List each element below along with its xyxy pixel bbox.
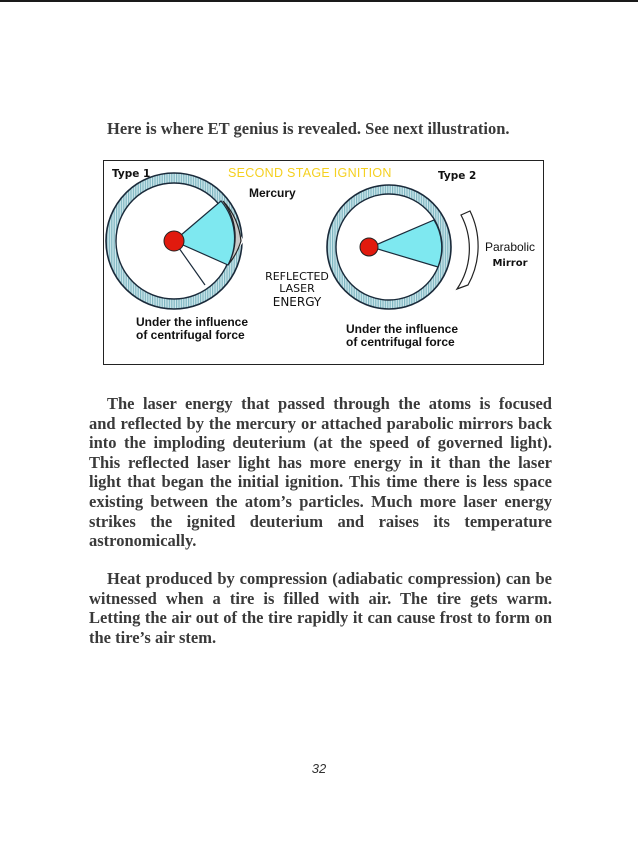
- parabolic-label-line1: Parabolic: [484, 240, 536, 254]
- type1-vessel: [106, 173, 244, 309]
- paragraph-line: astronomically.: [89, 531, 197, 551]
- intro-sentence: Here is where ET genius is revealed. See next illustration.: [107, 119, 510, 138]
- parabolic-mirror: [457, 211, 478, 289]
- caption-right-line2: of centrifugal force: [346, 335, 455, 349]
- paragraph-line: light that began the initial ignition. This time there is less space: [89, 472, 552, 492]
- parabolic-label-line2: Mirror: [492, 258, 528, 269]
- paragraph-adiabatic-compression: [89, 569, 552, 647]
- paragraph-line: The laser energy that passed through the atoms is focused: [107, 394, 552, 413]
- paragraph-line: into the imploding deuterium (at the speed of governed light).: [89, 433, 552, 453]
- caption-left-line1: Under the influence: [136, 315, 249, 329]
- paragraph-line: the tire’s air stem.: [89, 627, 217, 647]
- ignition-diagram: [104, 161, 545, 366]
- top-rule: [0, 0, 638, 2]
- second-stage-ignition-figure: [103, 160, 544, 365]
- caption-right-line1: Under the influence: [346, 322, 459, 336]
- paragraph-line: existing between the atom’s particles. Much more laser energy: [89, 491, 552, 511]
- paragraph-line: and reflected by the mercury or attached parabolic mirrors back: [89, 413, 552, 433]
- page-number: 32: [311, 761, 327, 776]
- paragraph-line: witnessed when a tire is filled with air. The tire gets warm.: [89, 588, 552, 608]
- paragraph-line: Letting the air out of the tire rapidly it can cause frost to form on: [89, 608, 552, 628]
- reflected-label-line1: REFLECTED: [265, 270, 329, 283]
- paragraph-laser-energy: [89, 394, 552, 551]
- type2-deuterium-core: [360, 238, 378, 256]
- type1-deuterium-core: [164, 231, 184, 251]
- type2-label: Type 2: [438, 170, 477, 182]
- mercury-label: Mercury: [249, 186, 296, 200]
- reflected-label-line3: ENERGY: [272, 295, 322, 309]
- type2-vessel: [327, 185, 478, 309]
- type1-label: Type 1: [112, 168, 151, 180]
- paragraph-line: This reflected laser light has more energy in it than the laser: [89, 452, 552, 472]
- figure-title: SECOND STAGE IGNITION: [228, 166, 392, 180]
- paragraph-line: Heat produced by compression (adiabatic compression) can be: [107, 569, 552, 588]
- caption-left-line2: of centrifugal force: [136, 328, 245, 342]
- paragraph-line: strikes the ignited deuterium and raises its temperature: [89, 511, 552, 531]
- reflected-label-line2: LASER: [279, 282, 315, 295]
